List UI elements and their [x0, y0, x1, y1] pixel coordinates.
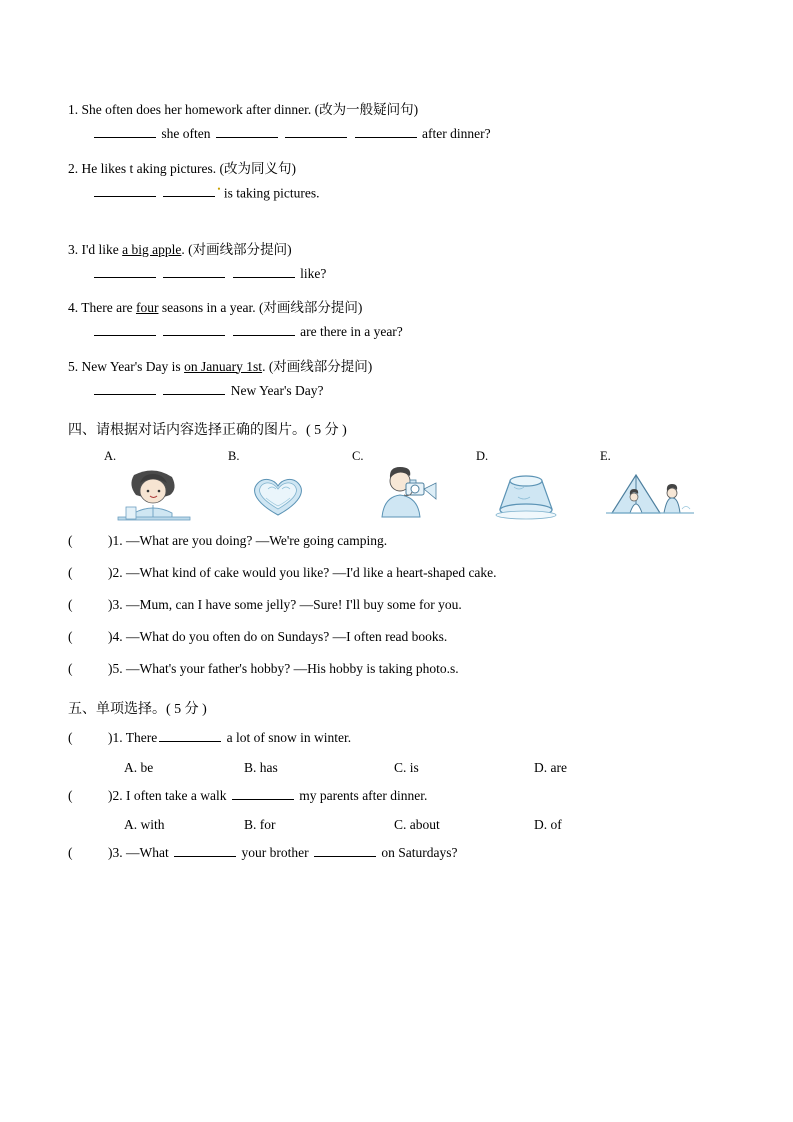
- question-4-answer: [68, 322, 728, 342]
- question-text: )3. —Mum, can I have some jelly? —Sure! I'll buy some for you.: [108, 596, 462, 612]
- answer-text-fragment: she often: [161, 126, 211, 142]
- answer-text-fragment: is taking pictures.: [223, 185, 320, 201]
- girl-reading-book-icon: [104, 465, 204, 523]
- jelly-pudding-icon: [476, 465, 576, 523]
- question-5-underlined: on January 1st: [184, 358, 263, 374]
- picture-label-e: E.: [600, 449, 611, 463]
- question-text: )2. —What kind of cake would you like? —I'd like a heart-shaped cake.: [108, 564, 497, 580]
- section-five-question-1[interactable]: [68, 728, 728, 749]
- option-a[interactable]: A. be: [124, 759, 154, 775]
- answer-blank[interactable]: [159, 729, 221, 742]
- option-c[interactable]: C. about: [394, 817, 440, 833]
- section-four-question-3[interactable]: [68, 595, 728, 616]
- answer-blank[interactable]: [216, 125, 278, 138]
- picture-option-c[interactable]: [352, 449, 454, 523]
- answer-blank[interactable]: [163, 184, 215, 197]
- question-3-underlined: a big apple: [122, 241, 182, 257]
- question-5-stem-post: . (对画线部分提问): [262, 358, 373, 374]
- question-stem-post: on Saturdays?: [381, 845, 458, 861]
- question-4-stem-pre: 4. There are: [68, 300, 136, 315]
- question-text: )5. —What's your father's hobby? —His hobby is taking photo.s.: [108, 660, 459, 676]
- answer-blank[interactable]: [355, 125, 417, 138]
- question-3-stem-pre: 3. I'd like: [68, 241, 123, 257]
- question-stem-pre: )3. —What: [108, 845, 173, 861]
- answer-blank[interactable]: [232, 787, 294, 800]
- section-four-question-1[interactable]: [68, 531, 728, 552]
- question-stem-post: my parents after dinner.: [299, 787, 428, 803]
- answer-paren: (: [68, 787, 73, 803]
- question-3-answer: [68, 264, 728, 284]
- answer-paren: (: [68, 729, 73, 745]
- picture-label-b: B.: [228, 449, 240, 463]
- picture-label-c: C.: [352, 449, 364, 463]
- option-c[interactable]: C. is: [394, 759, 419, 775]
- picture-label-a: A.: [104, 449, 117, 463]
- question-5-answer: [68, 381, 728, 401]
- answer-paren: (: [68, 533, 73, 548]
- section-five-question-3[interactable]: [68, 843, 728, 864]
- man-taking-photo-icon: [352, 465, 452, 523]
- question-stem-pre: )2. I often take a walk: [108, 787, 230, 803]
- picture-option-b[interactable]: [228, 449, 330, 523]
- picture-options-row: [68, 449, 728, 523]
- question-3-stem-post: . (对画线部分提问): [181, 241, 292, 257]
- option-d[interactable]: D. of: [534, 817, 562, 833]
- question-text: )1. —What are you doing? —We're going camping.: [108, 533, 388, 548]
- stray-mark-icon: •: [217, 183, 221, 194]
- answer-paren: (: [68, 660, 73, 676]
- option-b[interactable]: B. for: [244, 817, 276, 833]
- answer-paren: (: [68, 845, 73, 861]
- answer-text-fragment: New Year's Day?: [230, 382, 324, 398]
- answer-blank[interactable]: [94, 265, 156, 278]
- question-4-stem-post: seasons in a year. (对画线部分提问): [158, 300, 363, 315]
- answer-text-fragment: after dinner?: [421, 126, 491, 142]
- question-stem-pre: )1. There: [108, 729, 158, 745]
- picture-option-e[interactable]: [600, 449, 702, 523]
- answer-text-fragment: like?: [300, 265, 327, 281]
- option-d[interactable]: D. are: [534, 759, 567, 775]
- question-5-stem: [68, 357, 728, 377]
- section-five-options-2: [68, 817, 728, 833]
- question-4-stem: [68, 298, 728, 318]
- section-five-question-2[interactable]: [68, 786, 728, 807]
- answer-paren: (: [68, 564, 73, 580]
- heart-shaped-cake-icon: [228, 465, 328, 523]
- answer-blank[interactable]: [163, 265, 225, 278]
- answer-blank[interactable]: [94, 382, 156, 395]
- answer-blank[interactable]: [233, 323, 295, 336]
- option-b[interactable]: B. has: [244, 759, 278, 775]
- picture-label-d: D.: [476, 449, 489, 463]
- answer-blank[interactable]: [163, 323, 225, 336]
- answer-paren: (: [68, 596, 73, 612]
- question-stem-post: a lot of snow in winter.: [226, 729, 352, 745]
- answer-text-fragment: are there in a year?: [300, 324, 403, 340]
- answer-blank[interactable]: [94, 125, 156, 138]
- answer-paren: (: [68, 628, 73, 644]
- option-a[interactable]: A. with: [124, 817, 165, 833]
- section-four-question-2[interactable]: [68, 563, 728, 584]
- picture-option-a[interactable]: [104, 449, 206, 523]
- question-3-stem: [68, 240, 728, 260]
- question-2-stem: 2. He likes t aking pictures. (改为同义句): [68, 160, 296, 176]
- question-text: )4. —What do you often do on Sundays? —I often read books.: [108, 628, 448, 644]
- question-5-stem-pre: 5. New Year's Day is: [68, 358, 185, 374]
- worksheet-content: [68, 100, 728, 875]
- question-4-underlined: four: [135, 300, 159, 315]
- section-four-heading: 四、请根据对话内容选择正确的图片。( 5 分 ): [68, 423, 347, 438]
- question-1-stem: 1. She often does her homework after dinner. (改为一般疑问句): [68, 102, 419, 117]
- answer-blank[interactable]: [94, 184, 156, 197]
- answer-blank[interactable]: [163, 382, 225, 395]
- spacer: [68, 218, 728, 240]
- answer-blank[interactable]: [285, 125, 347, 138]
- question-2-answer: [68, 183, 728, 204]
- question-1-answer: [68, 124, 728, 144]
- answer-blank[interactable]: [174, 844, 236, 857]
- answer-blank[interactable]: [94, 323, 156, 336]
- answer-blank[interactable]: [233, 265, 295, 278]
- picture-option-d[interactable]: [476, 449, 578, 523]
- question-stem-mid: your brother: [241, 845, 312, 861]
- camping-tent-icon: [600, 465, 700, 523]
- section-four-question-4[interactable]: [68, 627, 728, 648]
- answer-blank[interactable]: [314, 844, 376, 857]
- section-four-question-5[interactable]: [68, 659, 728, 680]
- section-five-heading: 五、单项选择。( 5 分 ): [68, 701, 207, 717]
- section-five-options-1: [68, 760, 728, 776]
